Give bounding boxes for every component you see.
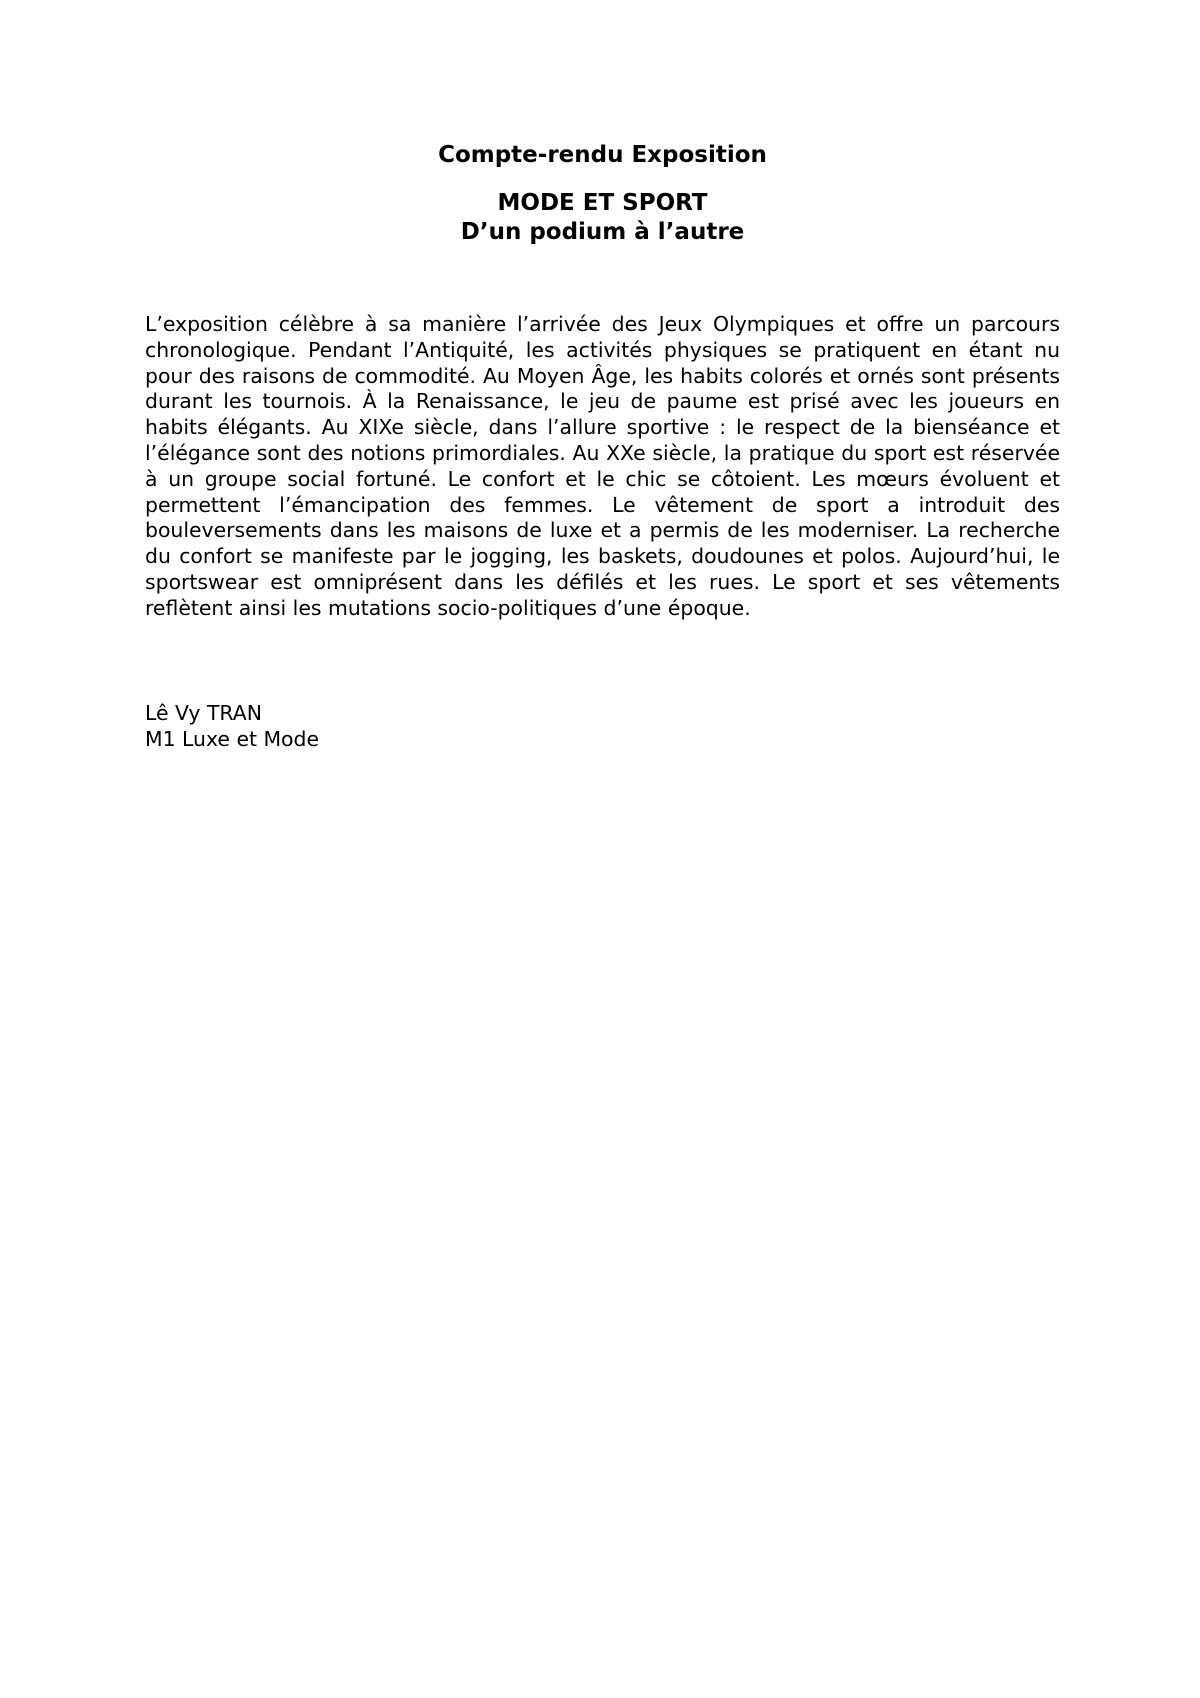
author-program: M1 Luxe et Mode [145,727,320,751]
signature-block [145,700,319,752]
exhibition-title: MODE ET SPORT [497,190,708,216]
exhibition-heading [145,189,1060,247]
author-name: Lê Vy TRAN [145,701,262,725]
exhibition-subtitle: D’un podium à l’autre [460,219,745,245]
document-title: Compte-rendu Exposition [438,142,767,168]
review-paragraph: L’exposition célèbre à sa manière l’arrivée des Jeux Olympiques et offre un parcours chronologique. Pendant l’Antiquité, les activités physiques se pratiquent en étant nu pour des raisons de commodité. Au Moyen Âge, les habits colorés et ornés sont présents durant les tournois. À la Renaissance, le jeu de paume est prisé avec les joueurs en habits élégants. Au XIXe siècle, dans l’allure sportive : le respect de la bienséance et l’élégance sont des notions primordiales. Au XXe siècle, la pratique du sport est réservée à un groupe social fortuné. Le confort et le chic se côtoient. Les mœurs évoluent et permettent l’émancipation des femmes. Le vêtement de sport a introduit des bouleversements dans les maisons de luxe et a permis de les moderniser. La recherche du confort se manifeste par le jogging, les baskets, doudounes et polos. Aujourd’hui, le sportswear est omniprésent dans les défilés et les rues. Le sport et ses vêtements reflètent ainsi les mutations socio-politiques d’une époque. [145,312,1060,620]
